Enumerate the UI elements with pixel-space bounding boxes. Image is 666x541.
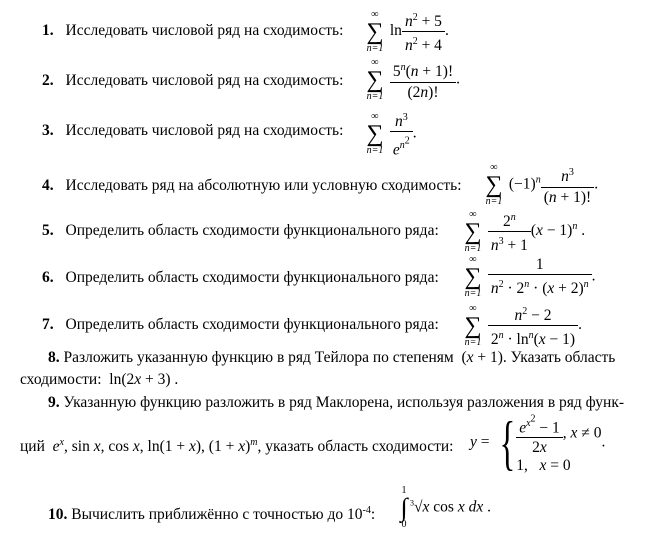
task-text: Исследовать числовой ряд на сходимость: <box>65 72 344 89</box>
task-text-3: , указать область сходимости: <box>257 438 454 456</box>
task-text: Определить область сходимости функционального ряда: <box>65 316 439 333</box>
task-number: 6. <box>42 269 54 286</box>
formula-inline: ln(2x + 3) . <box>105 371 179 388</box>
task-text-2: : <box>370 506 376 524</box>
integral-formula: 1 ∫ 0 $^3$√x cos x dx . <box>400 485 491 530</box>
task-number: 5. <box>42 222 54 239</box>
task-text-3: сходимости: <box>20 371 102 388</box>
task-text: Определить область сходимости функционального ряда: <box>65 222 439 239</box>
formula-inline: $e^x$, sin x, cos x, ln(1 + x), $(1 + x)^m$ <box>52 437 258 456</box>
task-number: 10. <box>48 506 68 524</box>
task-number: 2. <box>42 72 54 89</box>
task-text: Вычислить приближённо с точностью до 10 <box>71 506 363 524</box>
formula: ∞ ∑ n=1 $\frac{1}{n^2 \cdot 2^n \cdot (x + 2)^n}$ . <box>464 254 596 299</box>
task-text: Указанную функцию разложить в ряд Маклорена, используя разложения в ряд функ- <box>63 394 625 411</box>
task-number: 1. <box>42 22 54 39</box>
task-number: 3. <box>42 122 54 139</box>
formula: ∞ ∑ n=1 $\frac{5^n(n + 1)!}{(2n)!}$ . <box>366 57 460 102</box>
formula: ∞ ∑ n=1 $\frac{n^2 - 2}{2^n \cdot \ln^n(x - 1)}$ . <box>464 302 582 349</box>
task-exponent: -4 <box>362 505 371 516</box>
task-number: 4. <box>42 177 54 194</box>
formula: ∞ ∑ n=1 $(-1)^n$ $\frac{n^3}{(n + 1)!}$ . <box>485 162 599 207</box>
task-number: 9. <box>48 394 60 411</box>
task-text: Разложить указанную функцию в ряд Тейлора по степеням <box>63 349 454 366</box>
formula: ∞ ∑ n=1 $\frac{n^3}{e^{n^2}}$ . <box>364 108 417 160</box>
formula-inline: (x + 1) <box>457 349 503 366</box>
task-number: 8. <box>48 349 60 366</box>
formula: ∞ ∑ n=1 $\frac{2^n}{n^3 + 1}$ $(x - 1)^n$ . <box>464 208 586 255</box>
task-text: Исследовать числовой ряд на сходимость: <box>65 122 344 139</box>
piecewise-formula: y = { $\frac{e^{x^2} - 1}{2x}$ , x ≠ 0 1, x = 0 . <box>470 409 606 476</box>
task-text: Исследовать ряд на абсолютную или условную сходимость: <box>65 177 462 194</box>
formula: ∞ ∑ n=1 ln $\frac{n^2 + 5}{n^2 + 4}$ . <box>366 8 449 55</box>
task-text-2: . Указать область <box>502 349 616 366</box>
task-text: Исследовать числовой ряд на сходимость: <box>65 22 344 39</box>
task-text: Определить область сходимости функционального ряда: <box>65 269 439 286</box>
task-number: 7. <box>42 316 54 333</box>
task-text-2: ций <box>20 438 45 456</box>
